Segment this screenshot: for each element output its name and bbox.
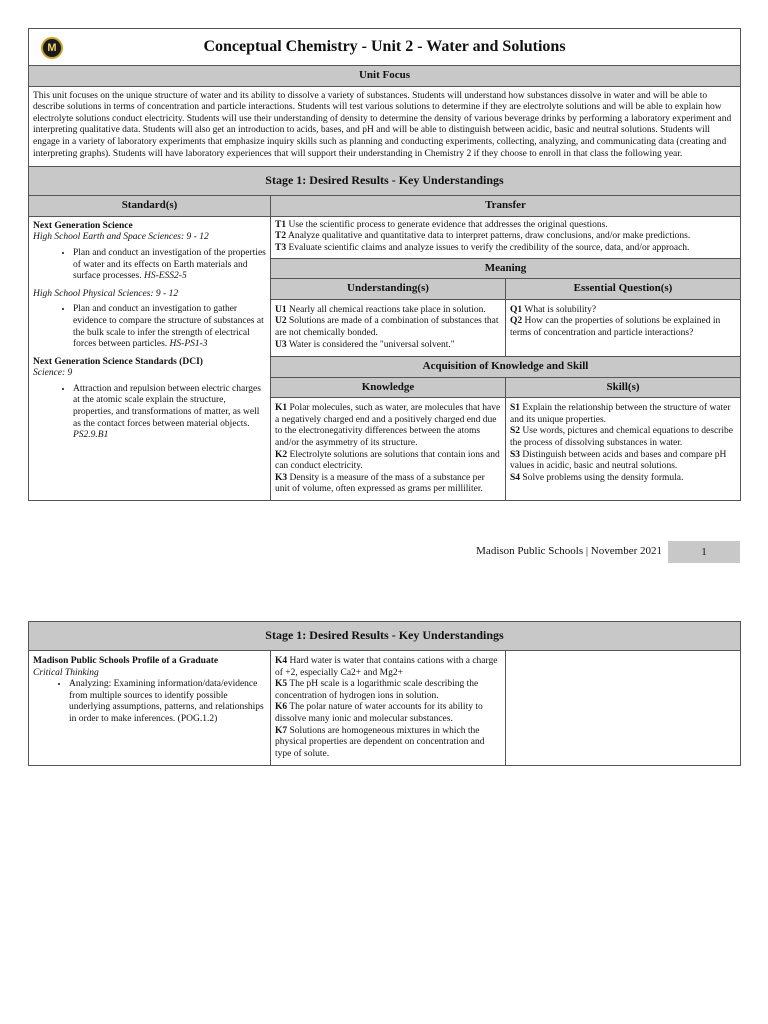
stage1-header-continued: Stage 1: Desired Results - Key Understandings — [29, 622, 741, 651]
unit-plan-table — [28, 28, 741, 501]
page-title: Conceptual Chemistry - Unit 2 - Water and Solutions — [203, 38, 566, 56]
footer-text: Madison Public Schools | November 2021 — [476, 545, 662, 557]
dci-title: Next Generation Science Standards (DCI) — [33, 356, 203, 367]
knowledge-item: K1 Polar molecules, such as water, are molecules that have a negatively charged end and a positively charged end due to the electronegativity differences between the atoms and/or the asymmetry of its structure. — [275, 403, 501, 449]
question-item: Q2 How can the properties of solutions be explained in terms of concentration and particle interactions? — [510, 316, 721, 338]
ngs-earth-code: HS-ESS2-5 — [143, 271, 187, 282]
skill-item: S4 Solve problems using the density formula. — [510, 472, 684, 483]
page-2 — [28, 621, 740, 766]
dci-standard: • Attraction and repulsion between electric charges at the atomic scale explain the structure, properties, and transformations of matter, as well as the contact forces between material objects. PS2.9.B1 — [73, 384, 266, 442]
understanding-item: U2 Solutions are made of a combination of substances that are not chemically bonded. — [275, 316, 499, 338]
knowledge-header: Knowledge — [271, 377, 506, 398]
ngs-phys-code: HS-PS1-3 — [169, 339, 208, 350]
ngs-phys-subtitle: High School Physical Sciences: 9 - 12 — [33, 288, 179, 299]
standards-header: Standard(s) — [29, 196, 271, 217]
knowledge-cell-continued — [271, 651, 506, 766]
pog-subtitle: Critical Thinking — [33, 667, 99, 678]
knowledge-item: K3 Density is a measure of the mass of a substance per unit of volume, often expressed as grams per milliliter. — [275, 472, 485, 495]
pog-cell — [29, 651, 271, 766]
essential-questions-cell — [506, 299, 741, 356]
aks-header: Acquisition of Knowledge and Skill — [271, 357, 741, 378]
skill-item: S1 Explain the relationship between the structure of water and its unique properties. — [510, 403, 731, 425]
skills-cell — [506, 398, 741, 501]
understanding-item: U3 Water is considered the "universal solvent." — [275, 339, 455, 350]
knowledge-item: K2 Electrolyte solutions are solutions that contain ions and can conduct electricity. — [275, 449, 500, 472]
understanding-item: U1 Nearly all chemical reactions take place in solution. — [275, 304, 486, 315]
skills-header: Skill(s) — [506, 377, 741, 398]
unit-plan-table-continued — [28, 621, 741, 766]
understandings-cell — [271, 299, 506, 356]
knowledge-item: K4 Hard water is water that contains cations with a charge of +2, especially Ca2+ and Mg2+ — [275, 656, 498, 678]
essential-questions-header: Essential Question(s) — [506, 279, 741, 300]
page-number: 1 — [668, 541, 740, 563]
ngs-phys-standard: • Plan and conduct an investigation to gather evidence to compare the structure of substances at the bulk scale to infer the strength of electrical forces between particles. HS-PS1-3 — [73, 304, 266, 350]
unit-focus-text: This unit focuses on the unique structure of water and its ability to dissolve a variety of substances. Students will understand how substances dissolve in water and will be able to describe solutions in terms of concentration and particle interactions. Students will test various solutions to determine if they are electrolyte solutions and will be able to explain how electrolyte solutions conduct electricity. Students will use their understanding of density to determine the density of various beverage drinks by performing a laboratory experiment and interpreting qualitative data. Students will also get an introduction to acids, bases, and pH and will be able to distinguish between acidic, basic and neutral solutions. Students will engage in a variety of laboratory experiments that emphasize inquiry skills such as planning and conducting experiments, collecting, analyzing, and communicating data (creating and interpreting graphs). Students will have laboratory experiences that will support their understanding in Chemistry 2 if they choose to enroll in that class the following year. — [29, 86, 741, 167]
transfer-header: Transfer — [271, 196, 741, 217]
page-footer — [28, 541, 740, 563]
ngs-title: Next Generation Science — [33, 220, 133, 231]
school-logo-icon: M — [41, 37, 63, 59]
transfer-cell — [271, 216, 741, 258]
stage1-header: Stage 1: Desired Results - Key Understandings — [29, 167, 741, 196]
ngs-earth-subtitle: High School Earth and Space Sciences: 9 - 12 — [33, 232, 209, 243]
skill-item: S2 Use words, pictures and chemical equations to describe the process of dissolving substances in water. — [510, 426, 733, 449]
transfer-goal: T3 Evaluate scientific claims and analyze issues to verify the credibility of the source, data, and/or approach. — [275, 242, 690, 253]
standards-cell — [29, 216, 271, 500]
pog-standard: • Analyzing: Examining information/data/evidence from multiple sources to identify possible underlying assumptions, patterns, and relationships in order to make inferences. (POG.1.2) — [69, 679, 266, 725]
meaning-header: Meaning — [271, 258, 741, 279]
pog-title: Madison Public Schools Profile of a Graduate — [33, 656, 219, 666]
dci-code: PS2.9.B1 — [73, 430, 109, 441]
transfer-goal: T1 Use the scientific process to generate evidence that addresses the original questions. — [275, 219, 608, 230]
knowledge-cell — [271, 398, 506, 501]
question-item: Q1 What is solubility? — [510, 304, 597, 315]
understandings-header: Understanding(s) — [271, 279, 506, 300]
skills-cell-continued — [506, 651, 741, 766]
title-cell — [29, 29, 741, 66]
knowledge-item: K6 The polar nature of water accounts for its ability to dissolve many ionic and molecular substances. — [275, 702, 483, 724]
unit-focus-header: Unit Focus — [29, 66, 741, 87]
skill-item: S3 Distinguish between acids and bases and compare pH values in acidic, basic and neutral solutions. — [510, 449, 727, 472]
page-1 — [28, 28, 740, 501]
knowledge-item: K7 Solutions are homogeneous mixtures in which the physical properties are dependent on concentration and type of solute. — [275, 725, 485, 759]
transfer-goal: T2 Analyze qualitative and quantitative data to interpret patterns, draw conclusions, and/or make predictions. — [275, 231, 691, 242]
dci-subtitle: Science: 9 — [33, 368, 73, 379]
knowledge-item: K5 The pH scale is a logarithmic scale describing the concentration of hydrogen ions in solution. — [275, 679, 479, 701]
ngs-earth-standard: • Plan and conduct an investigation of the properties of water and its effects on Earth materials and surface processes. HS-ESS2-5 — [73, 248, 266, 283]
